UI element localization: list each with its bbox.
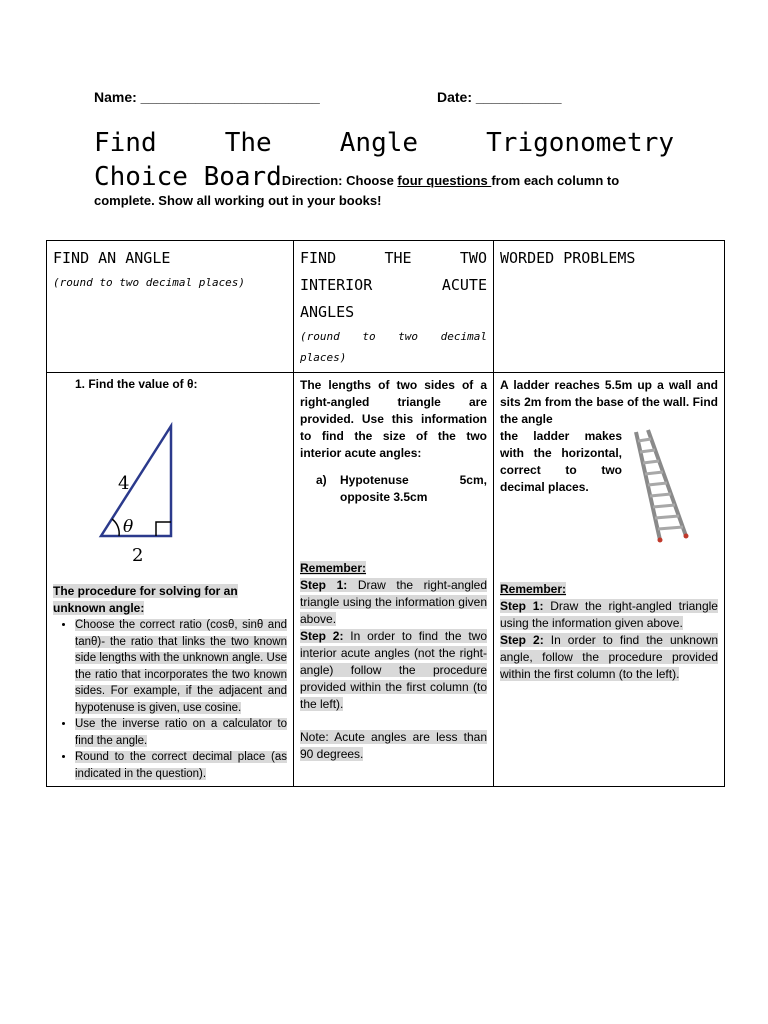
col3-remember-block [500, 581, 718, 683]
note [300, 729, 487, 763]
worded-problem [500, 377, 718, 428]
sub-question-text: Hypotenuse 5cm, opposite 3.5cm [340, 473, 487, 504]
sub-question-a [316, 472, 487, 506]
remember-text: Remember: [300, 561, 367, 575]
direction-continued: complete. Show all working out in your books! [94, 193, 382, 208]
direction-underlined: four questions [397, 173, 492, 188]
col1-header [47, 241, 294, 373]
procedure-title [53, 583, 287, 617]
sub-question-label: a) [316, 473, 327, 487]
title-choice-board: Choice Board [94, 162, 282, 192]
col3-content [494, 373, 725, 787]
list-item [75, 716, 287, 749]
question-1: 1. Find the value of θ: [75, 377, 198, 391]
problem-text-top: A ladder reaches 5.5m up a wall and sits 2m from the base of the wall. Find the angle [500, 378, 718, 426]
col3-heading: WORDED PROBLEMS [500, 249, 636, 267]
step-1 [300, 577, 487, 628]
step-2 [500, 632, 718, 683]
ladder-rungs [638, 439, 683, 529]
title-word: Find [94, 128, 157, 158]
header-row [94, 89, 694, 111]
content-row [47, 373, 725, 787]
col2-heading: FIND THE TWO INTERIOR ACUTE ANGLES [300, 249, 487, 321]
triangle-shape [101, 426, 171, 536]
problem-text-rest: the ladder makes with the horizontal, correct to two decimal places. [500, 429, 622, 494]
col1-content [47, 373, 294, 787]
direction-prefix: Direction: Choose [281, 173, 398, 188]
col2-header [294, 241, 494, 373]
date-field: Date: ___________ [437, 89, 562, 105]
col2-subheading: (round to two decimal places) [300, 330, 487, 364]
theta-label: θ [123, 517, 134, 537]
step-1 [500, 598, 718, 632]
remember-label [500, 581, 718, 598]
col1-heading: FIND AN ANGLE [53, 249, 171, 267]
col2-content [294, 373, 494, 787]
choice-board-table [46, 240, 725, 787]
angle-arc [112, 519, 119, 536]
step-text: In order to find the two interior acute angles (not the right-angle) follow the procedure provided within the first column (to the left). [300, 629, 487, 711]
col2-remember-block [300, 560, 487, 763]
name-field: Name: _______________________ [94, 89, 320, 105]
col1-subheading: (round to two decimal places) [53, 276, 246, 289]
step-label: Step 2: [500, 633, 544, 647]
procedure-step-text: Choose the correct ratio (cosθ, sinθ and tanθ)- the ratio that links the two known side lengths with the unknown angle. Use the ratio that incorporates the two known sides. For example, if the adjacent and hypotenuse is given, use cosine. [75, 619, 287, 714]
note-text: Note: Acute angles are less than 90 degrees. [300, 730, 487, 761]
step-text: Draw the right-angled triangle using the information given above. [500, 599, 718, 630]
ladder-icon [628, 428, 718, 543]
right-angle-mark [156, 522, 171, 536]
direction-text [282, 173, 619, 188]
triangle-diagram [53, 391, 283, 561]
step-label: Step 1: [300, 578, 348, 592]
procedure-step-text: Round to the correct decimal place (as indicated in the question). [75, 751, 287, 780]
hypotenuse-label: 4 [118, 473, 130, 494]
step-label: Step 1: [500, 599, 544, 613]
procedure-step-text: Use the inverse ratio on a calculator to find the angle. [75, 718, 287, 747]
title-line-1 [94, 126, 674, 160]
procedure-title-text: The procedure for solving for an unknown angle: [53, 584, 238, 615]
step-text: Draw the right-angled triangle using the information given above. [300, 578, 488, 626]
adjacent-label: 2 [132, 545, 144, 561]
problem-with-image [500, 428, 718, 543]
ladder-foot [684, 534, 689, 539]
step-text: In order to find the unknown angle, follow the procedure provided within the first column (to the left). [500, 633, 718, 681]
list-item [75, 749, 287, 782]
ladder-foot [658, 538, 663, 543]
step-2 [300, 628, 487, 713]
list-item [75, 617, 287, 716]
header-row-table [47, 241, 725, 373]
col2-intro: The lengths of two sides of a right-angled triangle are provided. Use this information to find the size of the two interior acute angles: [300, 378, 487, 460]
remember-text: Remember: [500, 582, 567, 596]
step-label: Step 2: [300, 629, 344, 643]
procedure-list [53, 617, 287, 782]
page-title [94, 126, 694, 198]
title-word: The [224, 128, 272, 158]
title-word: Angle [339, 128, 419, 158]
col3-header [494, 241, 725, 373]
title-word: Trigonometry [486, 128, 674, 158]
direction-suffix: from each column to [491, 173, 620, 188]
remember-label [300, 560, 487, 577]
